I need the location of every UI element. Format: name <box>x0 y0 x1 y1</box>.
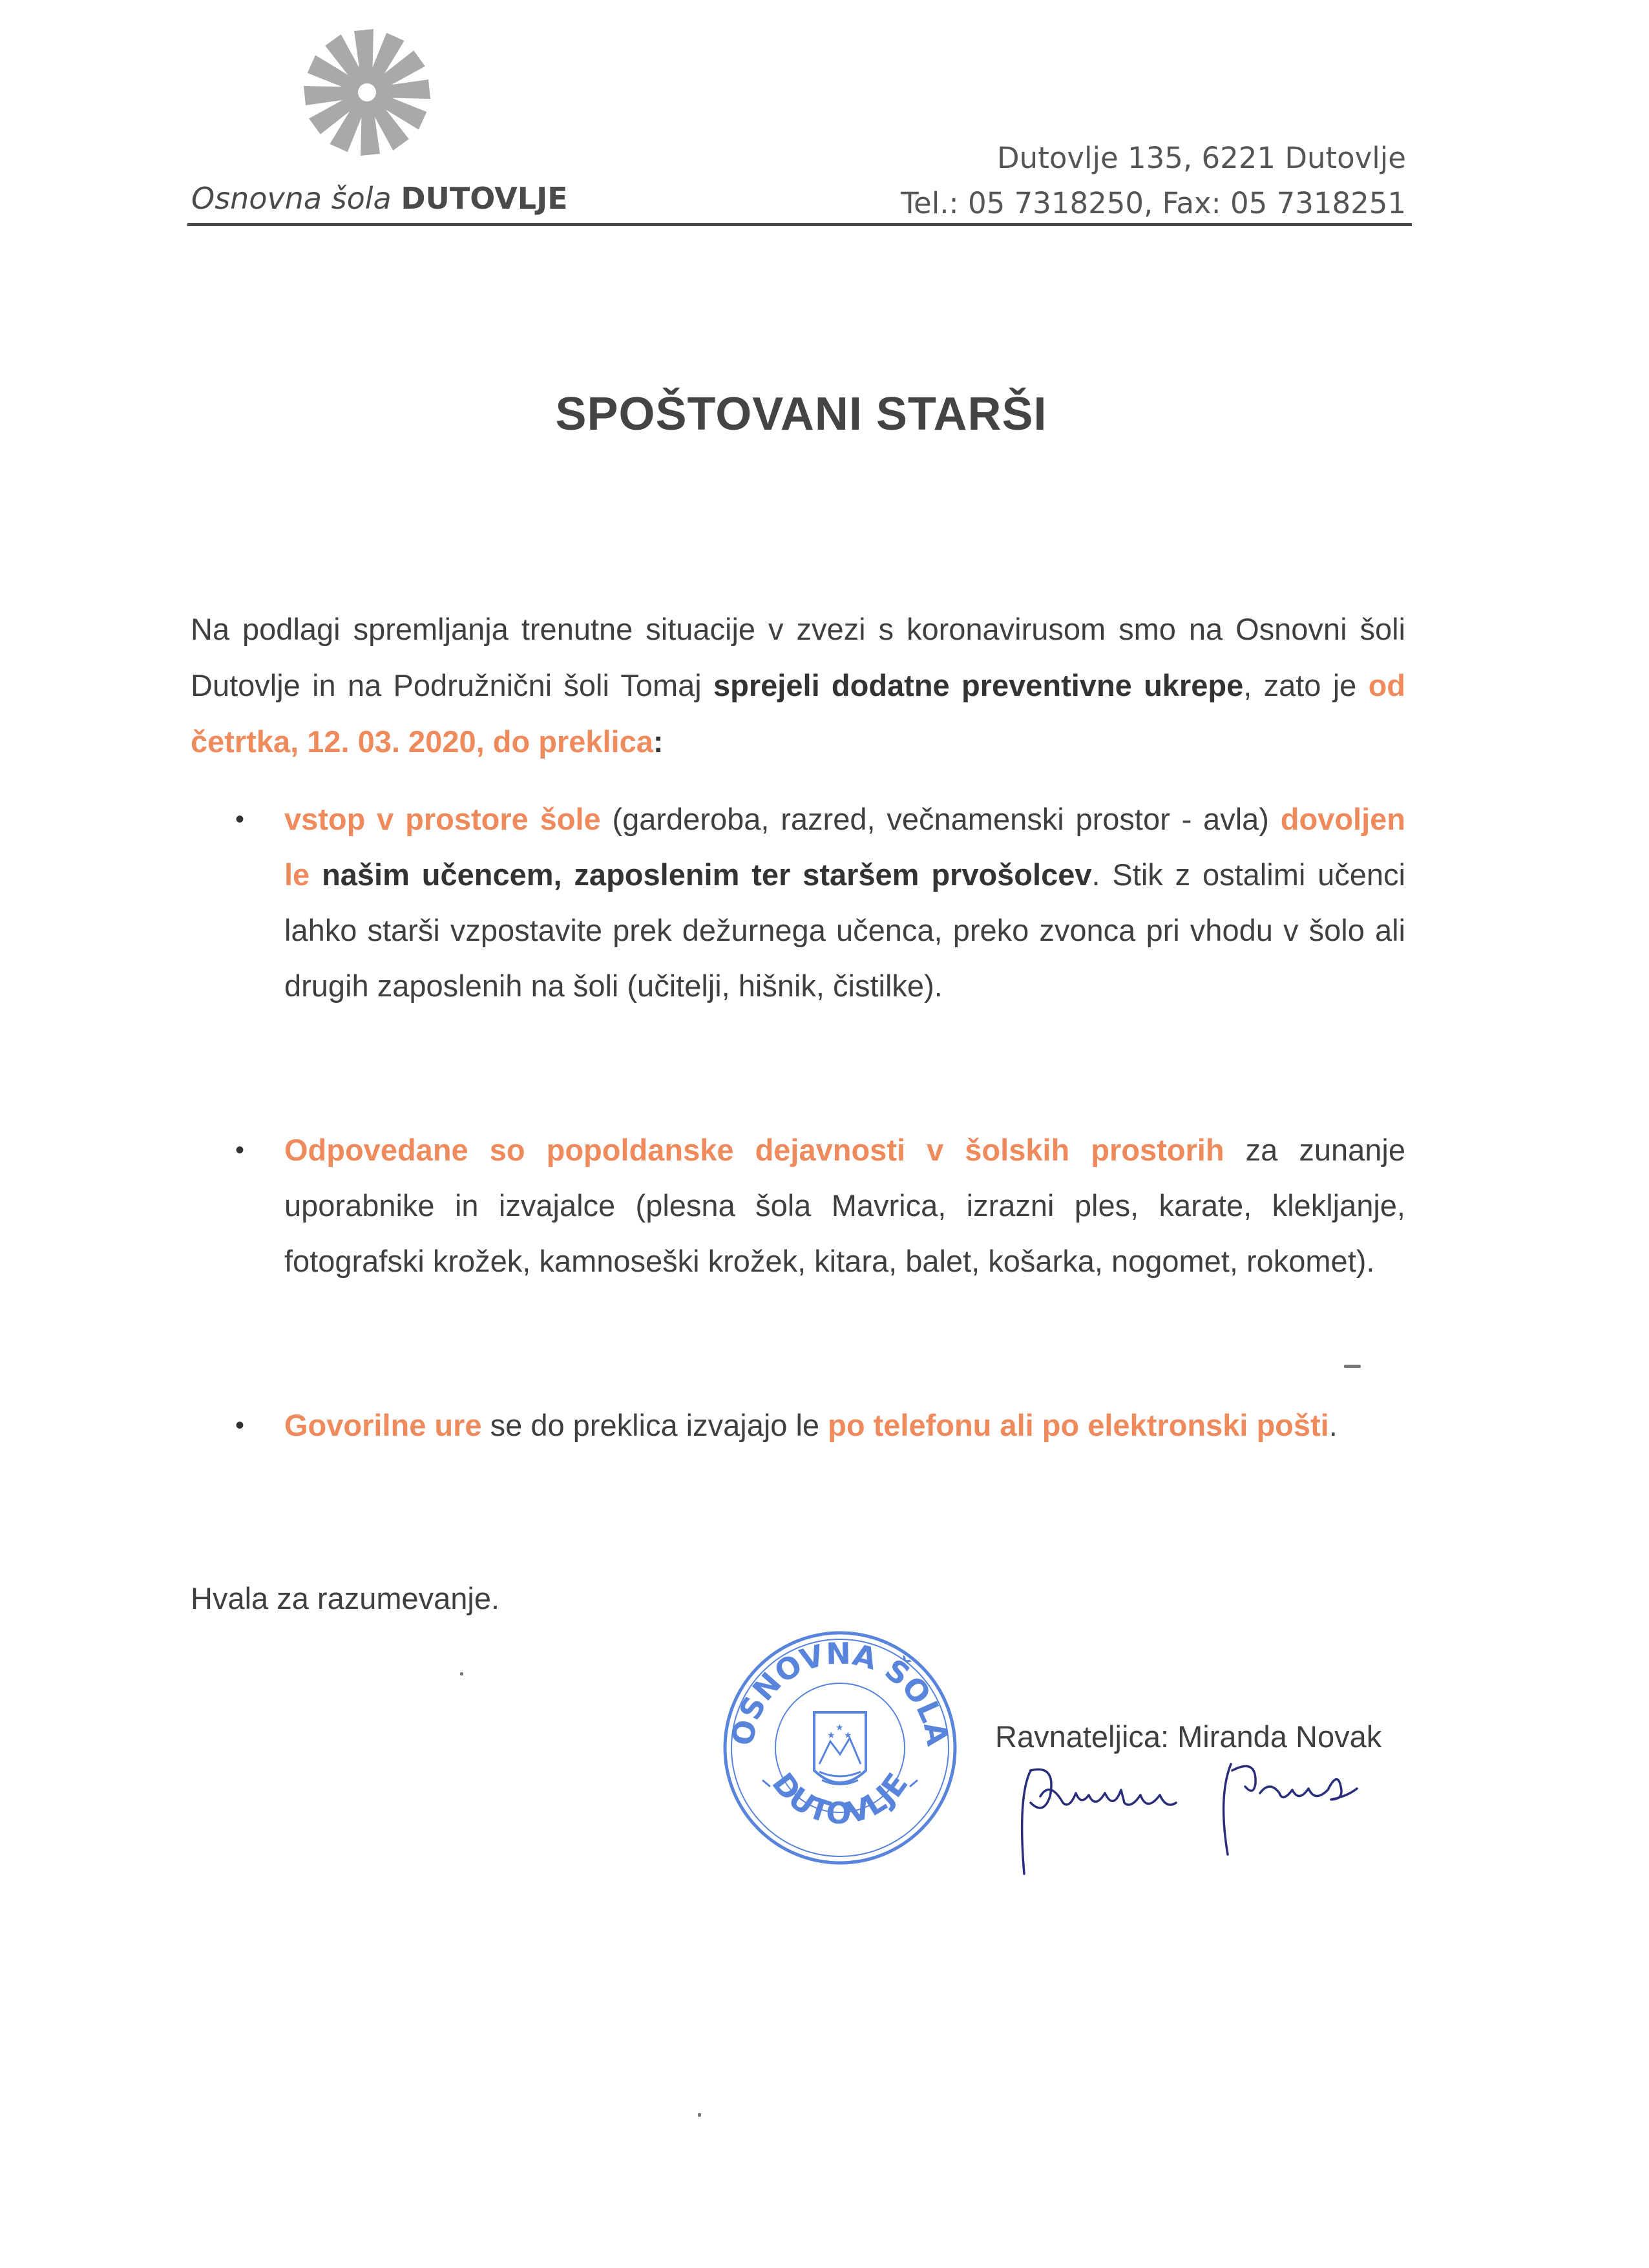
svg-text:★: ★ <box>835 1723 844 1733</box>
bullet-3-text-2: . <box>1329 1408 1338 1442</box>
list-item <box>235 792 1405 1014</box>
bullet-icon: • <box>235 1136 245 1164</box>
measures-list <box>235 792 1405 1453</box>
scan-speck <box>698 2113 701 2117</box>
bullet-3-text-1: se do preklica izvajajo le <box>481 1408 828 1442</box>
svg-text:★: ★ <box>844 1730 852 1741</box>
school-name-prefix: Osnovna šola <box>191 181 392 216</box>
closing-text: Hvala za razumevanje. <box>191 1581 500 1615</box>
list-item <box>235 1398 1405 1453</box>
bullet-1-highlight-2: dovoljen le <box>284 802 1405 892</box>
bullet-1-highlight-1: vstop v prostore šole <box>284 802 601 836</box>
bullet-1-text-1: (garderoba, razred, večnamenski prostor - avla) <box>600 802 1281 836</box>
bullet-2-text-1: za zunanje uporabnike in izvajalce (plesna šola Mavrica, izrazni ples, karate, klekljanje, fotografski krožek, kamnoseški krožek, kitara, balet, košarka, nogomet, rokomet). <box>284 1133 1405 1278</box>
bullet-3-highlight-2: po telefonu ali po elektronski pošti <box>828 1408 1329 1442</box>
bullet-icon: • <box>235 1411 245 1440</box>
svg-text:★: ★ <box>827 1730 835 1741</box>
school-name <box>191 181 568 216</box>
intro-text-1: Na podlagi spremljanja trenutne situacije v zvezi s koronavirusom smo na Osnovni šoli Dutovlje in na Podružnični šoli Tomaj <box>191 612 1405 702</box>
stamp-top-text: OSNOVNA ŠOLA <box>724 1635 956 1748</box>
list-item-body <box>284 792 1405 1014</box>
bullet-icon: • <box>235 805 245 834</box>
school-contact <box>901 136 1406 226</box>
list-item-body <box>284 1122 1405 1289</box>
scan-speck <box>460 1672 463 1675</box>
director-name: Ravnateljica: Miranda Novak <box>995 1719 1382 1754</box>
intro-text-3: : <box>653 724 664 759</box>
header-divider <box>187 223 1412 226</box>
list-item <box>235 1122 1405 1289</box>
school-name-bold: DUTOVLJE <box>401 181 568 216</box>
page-title: SPOŠTOVANI STARŠI <box>555 388 1047 440</box>
bullet-3-highlight-1: Govorilne ure <box>284 1408 482 1442</box>
stamp-bottom-text: DUTOVLJE <box>765 1766 915 1831</box>
school-phone-fax: Tel.: 05 7318250, Fax: 05 7318251 <box>901 186 1406 220</box>
bullet-1-text-2 <box>310 857 322 892</box>
intro-bold-measures: sprejeli dodatne preventivne ukrepe <box>713 668 1244 702</box>
school-logo <box>289 25 445 160</box>
bullet-1-bold: našim učencem, zaposlenim ter staršem prvošolcev <box>322 857 1092 892</box>
intro-text-2: , zato je <box>1243 668 1369 702</box>
scan-speck <box>1344 1365 1361 1368</box>
intro-highlight-date: od četrtka, 12. 03. 2020, do preklica <box>191 668 1405 759</box>
list-item-body <box>284 1398 1405 1453</box>
bullet-2-highlight-1: Odpovedane so popoldanske dejavnosti v šolskih prostorih <box>284 1133 1224 1167</box>
school-address: Dutovlje 135, 6221 Dutovlje <box>997 141 1406 175</box>
director-signature <box>1005 1758 1367 1887</box>
bullet-1-text-3: . Stik z ostalimi učenci lahko starši vzpostavite prek dežurnega učenca, preko zvonca pri vhodu v šolo ali drugih zaposlenih na šoli (učitelji, hišnik, čistilke). <box>284 857 1405 1003</box>
intro-paragraph <box>191 601 1405 770</box>
school-stamp <box>717 1622 963 1874</box>
